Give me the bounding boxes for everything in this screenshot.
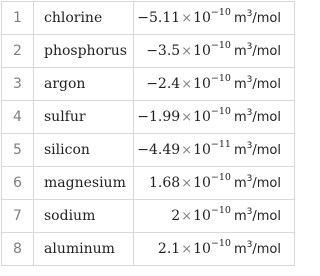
element-name: chlorine bbox=[34, 2, 134, 35]
times-sign: × bbox=[181, 209, 193, 224]
element-name: argon bbox=[34, 68, 134, 101]
unit-exponent: 3 bbox=[246, 141, 253, 151]
value-base: 10 bbox=[193, 142, 211, 158]
row-index: 3 bbox=[2, 68, 34, 101]
element-name: silicon bbox=[34, 134, 134, 167]
element-name: aluminum bbox=[34, 233, 134, 266]
value-exponent: −10 bbox=[210, 205, 231, 216]
value-base: 10 bbox=[193, 10, 211, 26]
value-coefficient: −3.5 bbox=[146, 43, 181, 59]
row-index: 5 bbox=[2, 134, 34, 167]
value-coefficient: 2 bbox=[171, 208, 181, 224]
value-unit bbox=[234, 77, 281, 92]
row-index: 8 bbox=[2, 233, 34, 266]
value-base: 10 bbox=[193, 208, 211, 224]
unit-suffix: /mol bbox=[252, 44, 281, 59]
value-exponent: −10 bbox=[210, 73, 231, 84]
value-coefficient: 2.1 bbox=[157, 241, 181, 257]
unit-exponent: 3 bbox=[246, 42, 253, 52]
susceptibility-value bbox=[134, 35, 295, 68]
unit-suffix: /mol bbox=[252, 110, 281, 125]
times-sign: × bbox=[181, 77, 193, 92]
value-unit bbox=[234, 242, 281, 257]
susceptibility-value bbox=[134, 101, 295, 134]
unit-exponent: 3 bbox=[246, 9, 253, 19]
unit-suffix: /mol bbox=[252, 209, 281, 224]
unit-base: m bbox=[233, 143, 247, 158]
table-row bbox=[2, 167, 295, 200]
unit-exponent: 3 bbox=[246, 240, 253, 250]
unit-exponent: 3 bbox=[246, 207, 253, 217]
value-base: 10 bbox=[193, 43, 211, 59]
element-name: sulfur bbox=[34, 101, 134, 134]
times-sign: × bbox=[181, 242, 193, 257]
unit-exponent: 3 bbox=[246, 108, 253, 118]
table-row bbox=[2, 134, 295, 167]
element-name: phosphorus bbox=[34, 35, 134, 68]
times-sign: × bbox=[181, 44, 193, 59]
value-coefficient: −4.49 bbox=[137, 142, 181, 158]
table-row bbox=[2, 101, 295, 134]
susceptibility-value bbox=[134, 134, 295, 167]
value-unit bbox=[234, 209, 281, 224]
value-unit bbox=[234, 44, 281, 59]
unit-base: m bbox=[233, 77, 247, 92]
unit-suffix: /mol bbox=[252, 242, 281, 257]
times-sign: × bbox=[181, 110, 193, 125]
susceptibility-value bbox=[134, 233, 295, 266]
unit-suffix: /mol bbox=[252, 77, 281, 92]
value-exponent: −10 bbox=[210, 172, 231, 183]
row-index: 2 bbox=[2, 35, 34, 68]
value-unit bbox=[234, 11, 281, 26]
susceptibility-value bbox=[134, 167, 295, 200]
table-row bbox=[2, 35, 295, 68]
unit-base: m bbox=[233, 110, 247, 125]
table-row bbox=[2, 2, 295, 35]
value-base: 10 bbox=[193, 175, 211, 191]
susceptibility-value bbox=[134, 68, 295, 101]
value-base: 10 bbox=[193, 76, 211, 92]
unit-base: m bbox=[233, 11, 247, 26]
row-index: 1 bbox=[2, 2, 34, 35]
unit-suffix: /mol bbox=[252, 176, 281, 191]
table-container bbox=[1, 1, 295, 266]
value-coefficient: 1.68 bbox=[149, 175, 181, 191]
times-sign: × bbox=[181, 143, 193, 158]
value-exponent: −10 bbox=[210, 40, 231, 51]
value-base: 10 bbox=[193, 109, 211, 125]
unit-exponent: 3 bbox=[246, 75, 253, 85]
element-name: magnesium bbox=[34, 167, 134, 200]
value-exponent: −10 bbox=[210, 238, 231, 249]
unit-base: m bbox=[233, 44, 247, 59]
susceptibility-value bbox=[134, 2, 295, 35]
value-coefficient: −1.99 bbox=[137, 109, 181, 125]
value-unit bbox=[234, 143, 281, 158]
value-unit bbox=[234, 110, 281, 125]
unit-exponent: 3 bbox=[246, 174, 253, 184]
value-coefficient: −5.11 bbox=[137, 10, 181, 26]
row-index: 6 bbox=[2, 167, 34, 200]
unit-base: m bbox=[233, 209, 247, 224]
element-name: sodium bbox=[34, 200, 134, 233]
unit-suffix: /mol bbox=[252, 11, 281, 26]
value-unit bbox=[234, 176, 281, 191]
unit-suffix: /mol bbox=[252, 143, 281, 158]
table-body bbox=[2, 2, 295, 266]
value-coefficient: −2.4 bbox=[146, 76, 181, 92]
row-index: 7 bbox=[2, 200, 34, 233]
data-table bbox=[1, 1, 295, 266]
unit-base: m bbox=[233, 176, 247, 191]
table-row bbox=[2, 200, 295, 233]
susceptibility-value bbox=[134, 200, 295, 233]
table-row bbox=[2, 233, 295, 266]
value-exponent: −11 bbox=[210, 139, 231, 150]
table-row bbox=[2, 68, 295, 101]
value-exponent: −10 bbox=[210, 7, 231, 18]
row-index: 4 bbox=[2, 101, 34, 134]
value-base: 10 bbox=[193, 241, 211, 257]
times-sign: × bbox=[181, 176, 193, 191]
unit-base: m bbox=[233, 242, 247, 257]
times-sign: × bbox=[181, 11, 193, 26]
value-exponent: −10 bbox=[210, 106, 231, 117]
